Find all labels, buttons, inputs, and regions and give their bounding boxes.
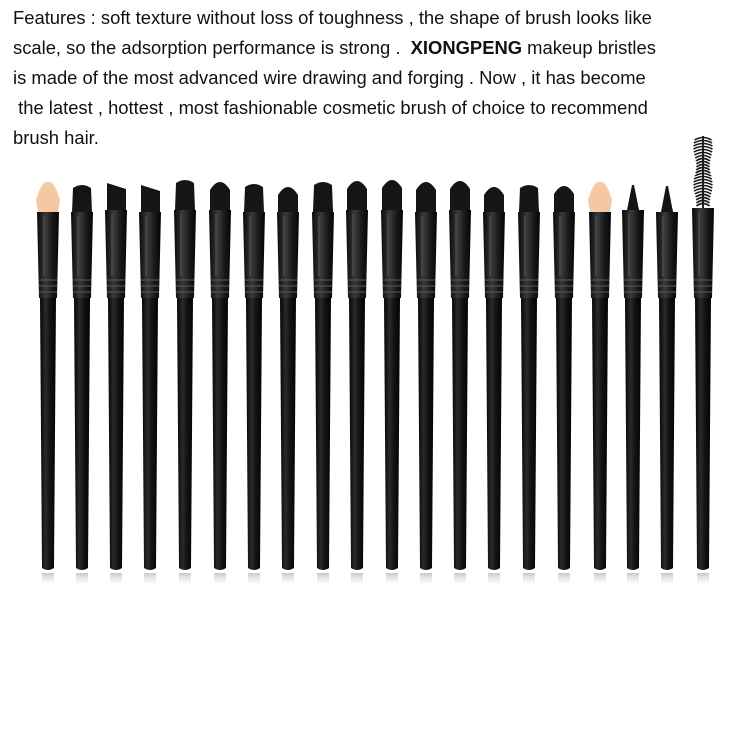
round-bristle-tip [347, 181, 367, 210]
brush [71, 185, 93, 588]
brush-reflection [351, 573, 363, 588]
brush-ferrule [243, 212, 265, 298]
brush-handle [521, 298, 537, 570]
brush-reflection [144, 573, 156, 588]
description-line-2-end: makeup bristles [522, 37, 656, 58]
brush-reflection [42, 573, 54, 588]
brush [243, 184, 265, 588]
brush [656, 186, 678, 588]
brush-handle [280, 298, 296, 570]
brush-reflection [420, 573, 432, 588]
brush [139, 185, 161, 588]
brush-reflection [697, 573, 709, 588]
flat-bristle-tip [175, 180, 195, 210]
brush-ferrule [174, 210, 196, 298]
description-line-2 [13, 33, 743, 63]
brush-ferrule [139, 212, 161, 298]
description-line-3: is made of the most advanced wire drawing and forging . Now , it has become [13, 67, 646, 88]
brush-handle [349, 298, 365, 570]
brush [553, 186, 575, 588]
brush-handle [625, 298, 641, 570]
brush-ferrule [312, 212, 334, 298]
brush-ferrule [622, 210, 644, 298]
brush-reflection [661, 573, 673, 588]
brush-reflection [214, 573, 226, 588]
brush-reflection [248, 573, 260, 588]
brush-ferrule [105, 210, 127, 298]
angled-bristle-tip [107, 183, 126, 210]
brush-ferrule [277, 212, 299, 298]
brush [588, 182, 612, 588]
brush-handle [212, 298, 228, 570]
round-bristle-tip [484, 187, 504, 212]
brush-ferrule [346, 210, 368, 298]
brush-reflection [179, 573, 191, 588]
brush-ferrule [381, 210, 403, 298]
brush-ferrule [483, 212, 505, 298]
brush-reflection [523, 573, 535, 588]
flat-bristle-tip [519, 185, 539, 212]
round-bristle-tip [278, 187, 298, 212]
angled-bristle-tip [141, 185, 160, 212]
brush-reflection [110, 573, 122, 588]
round-bristle-tip [382, 180, 402, 210]
brush-ferrule [553, 212, 575, 298]
brand-name: XIONGPENG [410, 37, 523, 58]
brush-ferrule [589, 212, 611, 298]
brush [449, 181, 471, 588]
brush [346, 181, 368, 588]
brush-handle [592, 298, 608, 570]
brush-handle [40, 298, 56, 570]
brush-ferrule [415, 212, 437, 298]
liner-bristle-tip [627, 185, 639, 210]
brush-handle [659, 298, 675, 570]
brush-handle [246, 298, 262, 570]
brush-reflection [558, 573, 570, 588]
brush [209, 182, 231, 588]
brush-ferrule [692, 208, 714, 298]
brush-ferrule [37, 212, 59, 298]
brush-handle [315, 298, 331, 570]
brush [415, 182, 437, 588]
description-line-4: the latest , hottest , most fashionable cosmetic brush of choice to recommend [13, 97, 648, 118]
round-bristle-tip [210, 182, 230, 210]
brush-handle [486, 298, 502, 570]
round-bristle-tip [450, 181, 470, 210]
brush [622, 185, 644, 588]
brush-reflection [386, 573, 398, 588]
brush [174, 180, 196, 588]
round-bristle-tip [554, 186, 574, 212]
brush-reflection [594, 573, 606, 588]
description-line-1: Features : soft texture without loss of toughness , the shape of brush looks like [13, 7, 652, 28]
brush-ferrule [209, 210, 231, 298]
brush-handle [556, 298, 572, 570]
brush-ferrule [71, 212, 93, 298]
liner-bristle-tip [661, 186, 673, 212]
brush-handle [695, 298, 711, 570]
sponge-tip [588, 182, 612, 212]
brush [381, 180, 403, 588]
brush-handle [108, 298, 124, 570]
brush [483, 187, 505, 588]
round-bristle-tip [416, 182, 436, 212]
sponge-tip [36, 182, 60, 212]
brush-handle [177, 298, 193, 570]
brush-reflection [282, 573, 294, 588]
brush-handle [418, 298, 434, 570]
flat-bristle-tip [72, 185, 92, 212]
brush [36, 182, 60, 588]
flat-bristle-tip [244, 184, 264, 212]
description-line-5: brush hair. [13, 127, 99, 148]
brush-reflection [454, 573, 466, 588]
brush [692, 136, 714, 588]
brush [518, 185, 540, 588]
brush [105, 183, 127, 588]
description-line-2-start: scale, so the adsorption performance is strong . [13, 37, 411, 58]
brush-reflection [317, 573, 329, 588]
brush [312, 182, 334, 588]
brush-handle [452, 298, 468, 570]
brush-handle [384, 298, 400, 570]
brush-handle [142, 298, 158, 570]
brush-ferrule [656, 212, 678, 298]
brush-reflection [488, 573, 500, 588]
brush-ferrule [449, 210, 471, 298]
spoolie-tip [694, 136, 713, 208]
flat-bristle-tip [313, 182, 333, 212]
brush-reflection [76, 573, 88, 588]
brush-ferrule [518, 212, 540, 298]
brush-reflection [627, 573, 639, 588]
brush [277, 187, 299, 588]
brush-handle [74, 298, 90, 570]
product-photo [0, 130, 750, 600]
